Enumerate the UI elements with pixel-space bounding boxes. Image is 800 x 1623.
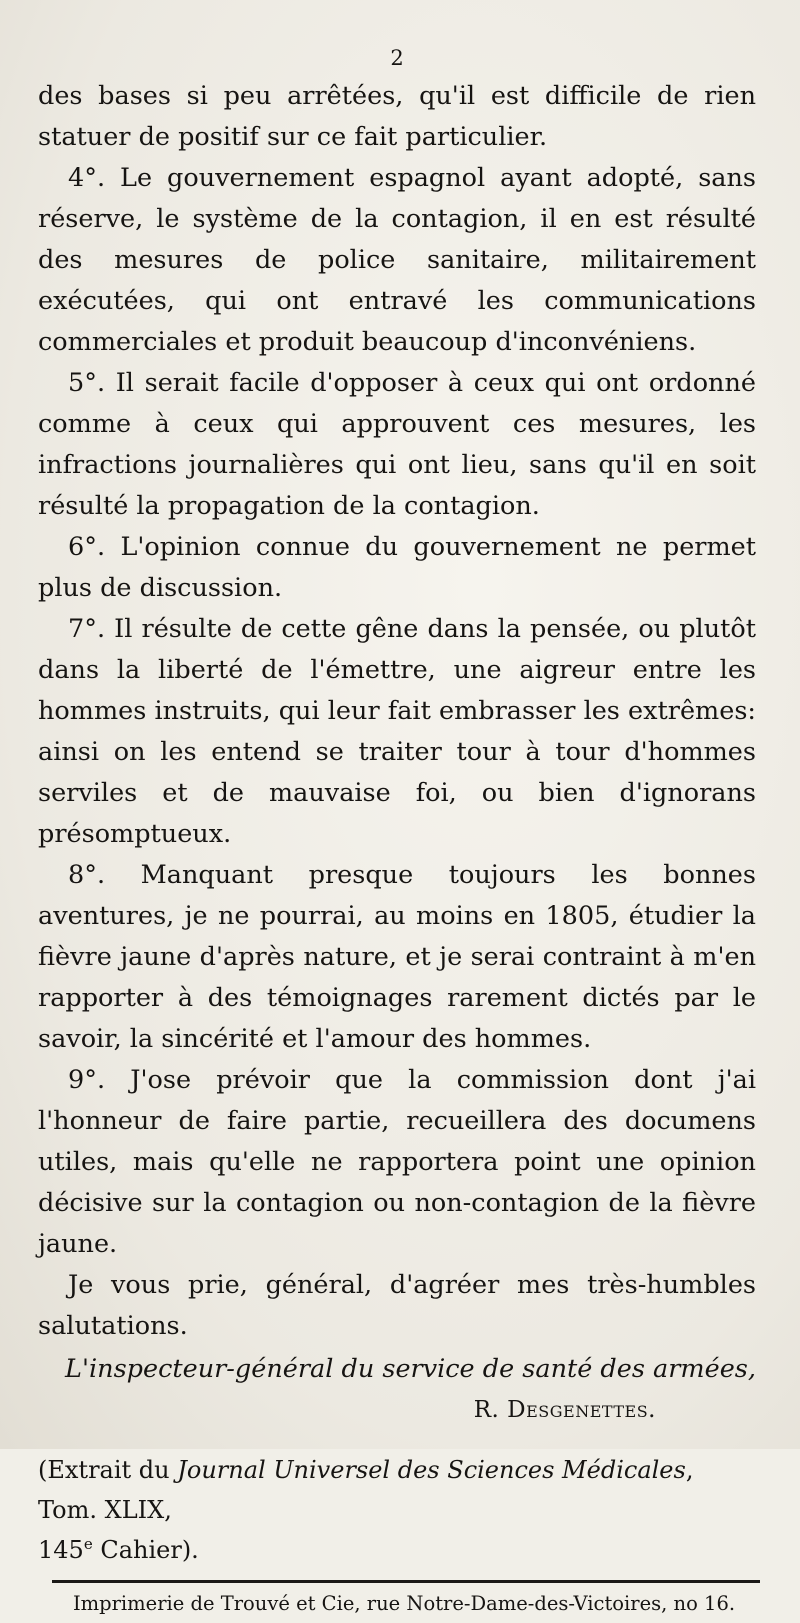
paragraph-1: des bases si peu arrêtées, qu'il est difficile de rien statuer de positif sur ce fait particulier. bbox=[38, 81, 756, 152]
source-open: (Extrait du bbox=[38, 1456, 178, 1484]
paragraph-8: 8°. Manquant presque toujours les bonnes aventures, je ne pourrai, au moins en 1805, étudier la fièvre jaune d'après nature, et je serai contraint à m'en rapporter à des témoignages rarement dictés par le savoir, la sincérité et l'amour des hommes. bbox=[38, 860, 756, 1054]
paragraph-6: 6°. L'opinion connue du gouvernement ne permet plus de discussion. bbox=[38, 532, 756, 603]
source-citation bbox=[38, 1450, 756, 1570]
journal-title: Journal Universel des Sciences Médicales bbox=[177, 1456, 686, 1484]
letter-body bbox=[38, 76, 756, 1347]
source-tome: , Tom. XLIX, bbox=[38, 1456, 694, 1524]
source-cahier-sup: e bbox=[83, 1535, 93, 1553]
signature-title: L'inspecteur-général du service de santé des armées, bbox=[65, 1354, 756, 1384]
paragraph-5: 5°. Il serait facile d'opposer à ceux qui ont ordonné comme à ceux qui approuvent ces mesures, les infractions journalières qui ont lieu, sans qu'il en soit résulté la propagation de la contagion. bbox=[38, 368, 756, 521]
source-cahier-rest: Cahier). bbox=[92, 1536, 199, 1564]
paragraph-7: 7°. Il résulte de cette gêne dans la pensée, ou plutôt dans la liberté de l'émettre, une aigreur entre les hommes instruits, qui leur fait embrasser les extrêmes: ainsi on les entend se traiter tour à tour d'hommes serviles et de mauvaise foi, ou bien d'ignorans présomptueux. bbox=[38, 614, 756, 849]
printer-imprint: Imprimerie de Trouvé et Cie, rue Notre-Dame-des-Victoires, no 16. bbox=[72, 1592, 736, 1615]
paragraph-4: 4°. Le gouvernement espagnol ayant adopté, sans réserve, le système de la contagion, il en est résulté des mesures de police sanitaire, militairement exécutées, qui ont entravé les communications commerciales et produit beaucoup d'inconvéniens. bbox=[38, 163, 756, 357]
paragraph-9: 9°. J'ose prévoir que la commission dont j'ai l'honneur de faire partie, recueillera des documens utiles, mais qu'elle ne rapportera point une opinion décisive sur la contagion ou non-contagion de la fièvre jaune. bbox=[38, 1065, 756, 1259]
closing-salutation: Je vous prie, général, d'agréer mes très-humbles salutations. bbox=[38, 1270, 756, 1341]
divider-rule bbox=[52, 1580, 760, 1583]
page-number: 2 bbox=[390, 46, 404, 70]
source-cahier-number: 145 bbox=[38, 1536, 84, 1564]
signature-name: R. Desgenettes. bbox=[473, 1397, 656, 1423]
